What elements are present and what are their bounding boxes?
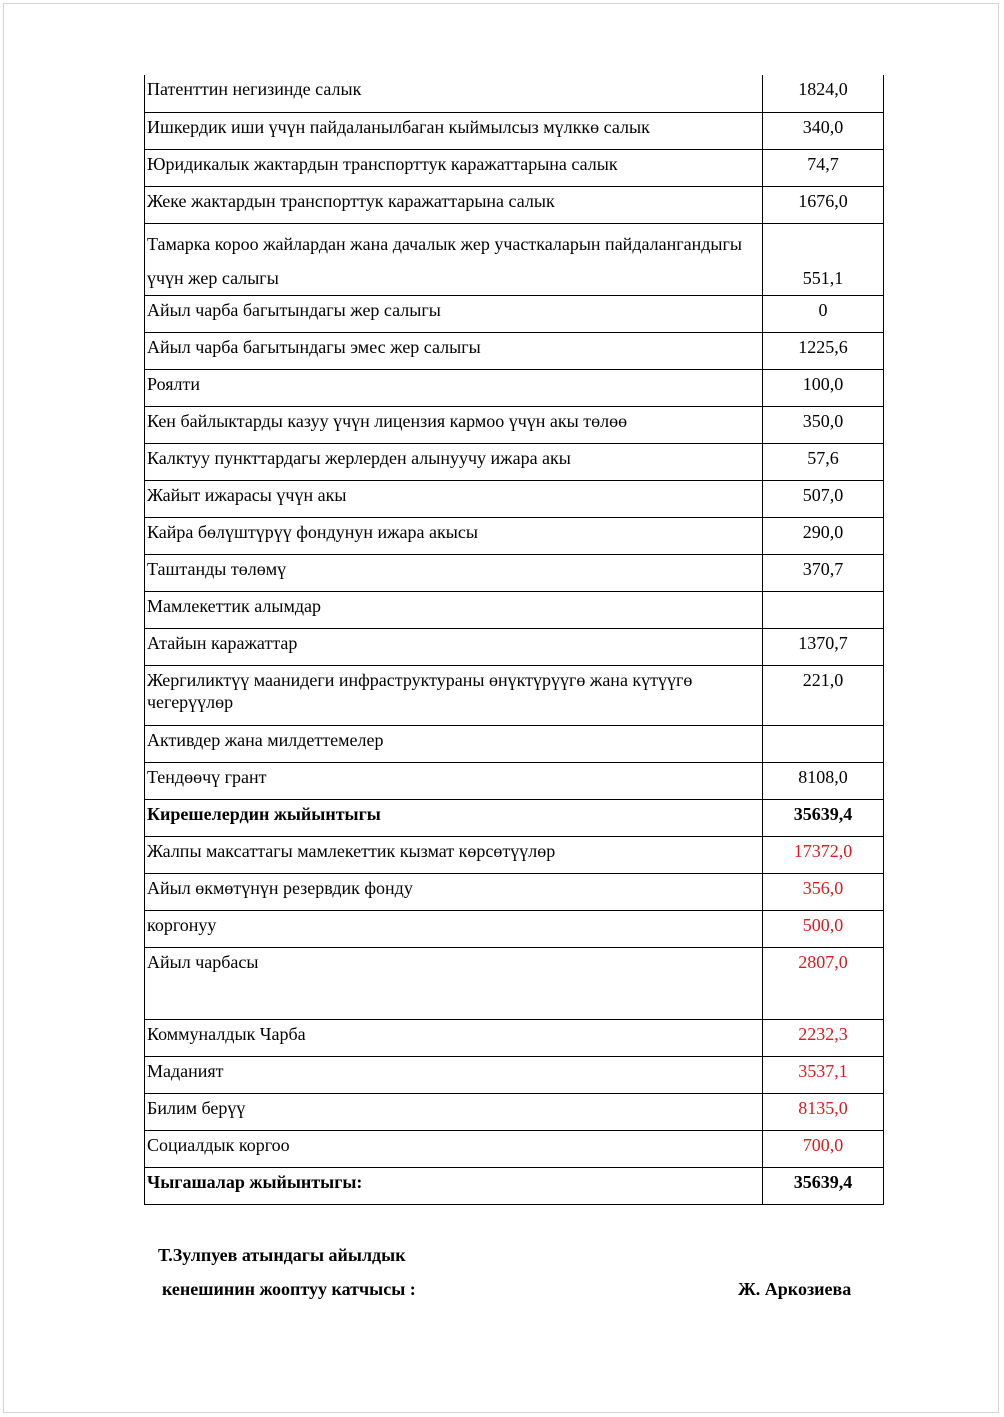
row-value: 35639,4 bbox=[763, 1167, 884, 1204]
table-row bbox=[145, 332, 884, 369]
row-value: 17372,0 bbox=[763, 836, 884, 873]
table-row bbox=[145, 75, 884, 112]
row-value: 340,0 bbox=[763, 112, 884, 149]
row-label: Тендөөчү грант bbox=[145, 762, 763, 799]
row-label: Айыл өкмөтүнүн резервдик фонду bbox=[145, 873, 763, 910]
row-label: Айыл чарбасы bbox=[145, 947, 763, 1019]
row-label: Жергиликтүү маанидеги инфраструктураны өнүктүрүүгө жана күтүүгө чегерүүлөр bbox=[145, 665, 763, 725]
row-value: 0 bbox=[763, 295, 884, 332]
row-value: 507,0 bbox=[763, 480, 884, 517]
row-label: Жеке жактардын транспорттук каражаттарына салык bbox=[145, 186, 763, 223]
row-label: Кирешелердин жыйынтыгы bbox=[145, 799, 763, 836]
row-value: 2807,0 bbox=[763, 947, 884, 1019]
table-row bbox=[145, 591, 884, 628]
budget-table-body bbox=[145, 75, 884, 1204]
row-label: Патенттин негизинде салык bbox=[145, 75, 763, 112]
row-label: Кайра бөлүштүрүү фондунун ижара акысы bbox=[145, 517, 763, 554]
row-label: Атайын каражаттар bbox=[145, 628, 763, 665]
table-row bbox=[145, 1130, 884, 1167]
signature-name: Ж. Аркозиева bbox=[738, 1279, 852, 1299]
row-value: 356,0 bbox=[763, 873, 884, 910]
table-row bbox=[145, 799, 884, 836]
row-label: Социалдык коргоо bbox=[145, 1130, 763, 1167]
table-row bbox=[145, 295, 884, 332]
row-label: Активдер жана милдеттемелер bbox=[145, 725, 763, 762]
row-value: 100,0 bbox=[763, 369, 884, 406]
table-row bbox=[145, 554, 884, 591]
row-label: Ишкердик иши үчүн пайдаланылбаган кыймылсыз мүлккө салык bbox=[145, 112, 763, 149]
row-label: Жайыт ижарасы үчүн акы bbox=[145, 480, 763, 517]
table-row bbox=[145, 762, 884, 799]
row-value: 1824,0 bbox=[763, 75, 884, 112]
row-value: 500,0 bbox=[763, 910, 884, 947]
row-value: 57,6 bbox=[763, 443, 884, 480]
row-label: Таштанды төлөмү bbox=[145, 554, 763, 591]
row-label: Юридикалык жактардын транспорттук каражаттарына салык bbox=[145, 149, 763, 186]
row-value: 1676,0 bbox=[763, 186, 884, 223]
row-value: 221,0 bbox=[763, 665, 884, 725]
table-row bbox=[145, 517, 884, 554]
row-label: Айыл чарба багытындагы эмес жер салыгы bbox=[145, 332, 763, 369]
row-value: 74,7 bbox=[763, 149, 884, 186]
row-label: Маданият bbox=[145, 1056, 763, 1093]
table-row bbox=[145, 873, 884, 910]
table-row bbox=[145, 1093, 884, 1130]
row-value: 1370,7 bbox=[763, 628, 884, 665]
row-value: 3537,1 bbox=[763, 1056, 884, 1093]
row-label: Роялти bbox=[145, 369, 763, 406]
row-value: 2232,3 bbox=[763, 1019, 884, 1056]
budget-table bbox=[144, 75, 884, 1205]
row-label: коргонуу bbox=[145, 910, 763, 947]
table-row bbox=[145, 186, 884, 223]
row-value: 1225,6 bbox=[763, 332, 884, 369]
row-value: 551,1 bbox=[763, 223, 884, 295]
row-label: Кен байлыктарды казуу үчүн лицензия кармоо үчүн акы төлөө bbox=[145, 406, 763, 443]
signature-title-line1: Т.Зулпуев атындагы айылдык bbox=[158, 1245, 406, 1265]
table-row bbox=[145, 836, 884, 873]
row-value: 290,0 bbox=[763, 517, 884, 554]
row-value: 8108,0 bbox=[763, 762, 884, 799]
row-label: Чыгашалар жыйынтыгы: bbox=[145, 1167, 763, 1204]
row-label: Жалпы максаттагы мамлекеттик кызмат көрсөтүүлөр bbox=[145, 836, 763, 873]
table-row bbox=[145, 406, 884, 443]
table-row bbox=[145, 725, 884, 762]
table-row bbox=[145, 443, 884, 480]
table-row bbox=[145, 480, 884, 517]
row-label: Айыл чарба багытындагы жер салыгы bbox=[145, 295, 763, 332]
row-value: 370,7 bbox=[763, 554, 884, 591]
row-value bbox=[763, 591, 884, 628]
signature-title-line2: кенешинин жооптуу катчысы : bbox=[162, 1279, 416, 1299]
table-row bbox=[145, 665, 884, 725]
row-value: 700,0 bbox=[763, 1130, 884, 1167]
row-label: Коммуналдык Чарба bbox=[145, 1019, 763, 1056]
table-row bbox=[145, 628, 884, 665]
row-value bbox=[763, 725, 884, 762]
row-label: Калктуу пункттардагы жерлерден алынуучу ижара акы bbox=[145, 443, 763, 480]
table-row bbox=[145, 910, 884, 947]
table-row bbox=[145, 1167, 884, 1204]
table-row bbox=[145, 1056, 884, 1093]
table-row bbox=[145, 947, 884, 1019]
table-row bbox=[145, 369, 884, 406]
row-value: 35639,4 bbox=[763, 799, 884, 836]
row-value: 8135,0 bbox=[763, 1093, 884, 1130]
row-label: Мамлекеттик алымдар bbox=[145, 591, 763, 628]
table-row bbox=[145, 1019, 884, 1056]
row-value: 350,0 bbox=[763, 406, 884, 443]
table-row bbox=[145, 223, 884, 295]
row-label: Тамарка короо жайлардан жана дачалык жер участкаларын пайдалангандыгы үчүн жер салыгы bbox=[145, 223, 763, 295]
table-row bbox=[145, 149, 884, 186]
row-label: Билим берүү bbox=[145, 1093, 763, 1130]
table-row bbox=[145, 112, 884, 149]
